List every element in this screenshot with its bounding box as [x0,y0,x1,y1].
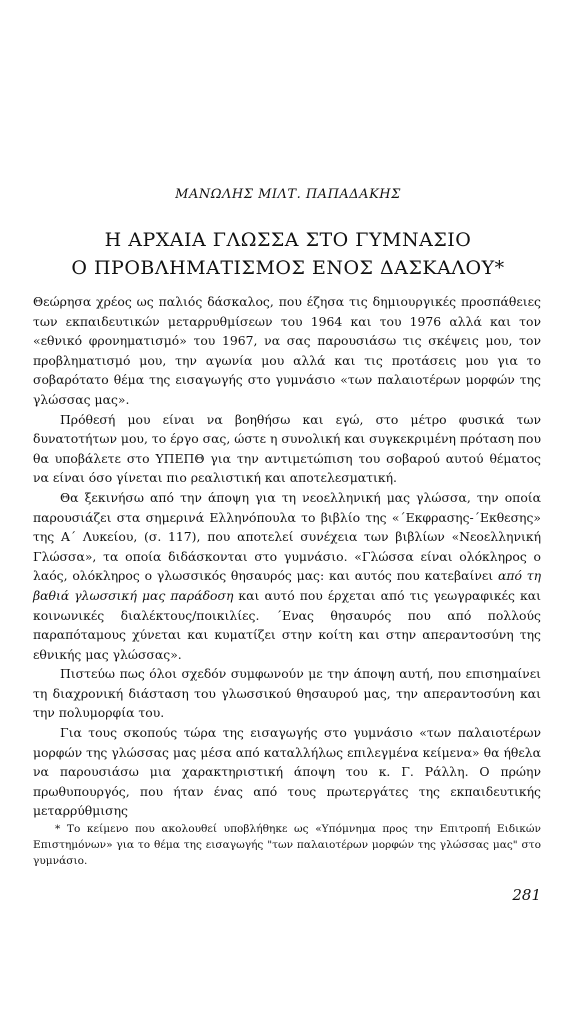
title-line-2: Ο ΠΡΟΒΛΗΜΑΤΙΣΜΟΣ ΕΝΟΣ ΔΑΣΚΑΛΟΥ* [71,257,505,279]
article-body [33,292,541,821]
article-title [0,226,576,282]
paragraph-3 [33,488,541,664]
page-number: 281 [512,886,541,904]
title-line-1: Η ΑΡΧΑΙΑ ΓΛΩΣΣΑ ΣΤΟ ΓΥΜΝΑΣΙΟ [104,229,472,251]
paragraph-3-emphasis: από τη βαθιά γλωσσική μας παράδοση [33,568,542,603]
footnote [33,821,541,869]
footnote-text: * Το κείμενο που ακολουθεί υποβλήθηκε ως «Υπόμνημα προς την Επιτροπή Ειδικών Επιστημόνων» για το θέμα της εισαγωγής "των παλαιοτέρων μορφών της γλώσσας μας" στο γυμνάσιο. [33,823,541,867]
paragraph-5: Για τους σκοπούς τώρα της εισαγωγής στο γυμνάσιο «των παλαιοτέρων μορφών της γλώσσας μας μέσα από καταλλήλως επιλεγμένα κείμενα» θα ήθελα να παρουσιάσω μια χαρακτηριστική άποψη του κ. Γ. Ράλλη. Ο πρώην πρωθυπουργός, που ήταν ένας από τους πρωτεργάτες της εκπαιδευτικής μεταρρύθμισης [33,725,541,819]
paragraph-3-text-b: και αυτό που έρχεται από τις γεωγραφικές και κοινωνικές διαλέκτους/ποικιλίες. ΄Ενας θησαυρός που από πολλούς παραπόταμους χύνεται και κυματίζει στην κοίτη και στην απεραντοσύνη της εθνικής μας γλώσσας». [33,587,541,662]
paragraph-1: Θεώρησα χρέος ως παλιός δάσκαλος, που έζησα τις δημιουργικές προσπάθειες των εκπαιδευτικών μεταρρυθμίσεων του 1964 και του 1976 αλλά και τον «εθνικό φρονηματισμό» του 1967, να σας παρουσιάσω τις σκέψεις μου, τον προβληματισμό μου, την αγωνία μου αλλά και τις προτάσεις μου για το σοβαρότατο θέμα της εισαγωγής στο γυμνάσιο «των παλαιοτέρων μορφών της γλώσσας μας». [33,294,541,407]
paragraph-4: Πιστεύω πως όλοι σχεδόν συμφωνούν με την άποψη αυτή, που επισημαίνει τη διαχρονική διάσταση του γλωσσικού θησαυρού μας, την απεραντοσύνη και την πολυμορφία του. [33,666,541,721]
paragraph-2: Πρόθεσή μου είναι να βοηθήσω και εγώ, στο μέτρο φυσικά των δυνατοτήτων μου, το έργο σας, ώστε η συνολική και συγκεκριμένη πρόταση που θα υποβάλετε στο ΥΠΕΠΘ για την αντιμετώπιση του σοβαρού αυτού θέματος να είναι όσο γίνεται πιο ρεαλιστική και αποτελεσματική. [33,411,541,486]
author-name: ΜΑΝΩΛΗΣ ΜΙΛΤ. ΠΑΠΑΔΑΚΗΣ [175,187,401,202]
paragraph-3-text-a: Θα ξεκινήσω από την άποψη για τη νεοελληνική μας γλώσσα, την οποία παρουσιάζει στα σημερινά Ελληνόπουλα το βιβλίο της «΄Εκφρασης-΄Εκθεσης» της Α΄ Λυκείου, (σ. 117), που αποτελεί συνέχεια των βιβλίων «Νεοελληνική Γλώσσα», τα οποία διδάσκονται στο γυμνάσιο. «Γλώσσα είναι ολόκληρος ο λαός, ολόκληρος ο γλωσσικός θησαυρός μας: και αυτός που κατεβαίνει [33,489,541,584]
